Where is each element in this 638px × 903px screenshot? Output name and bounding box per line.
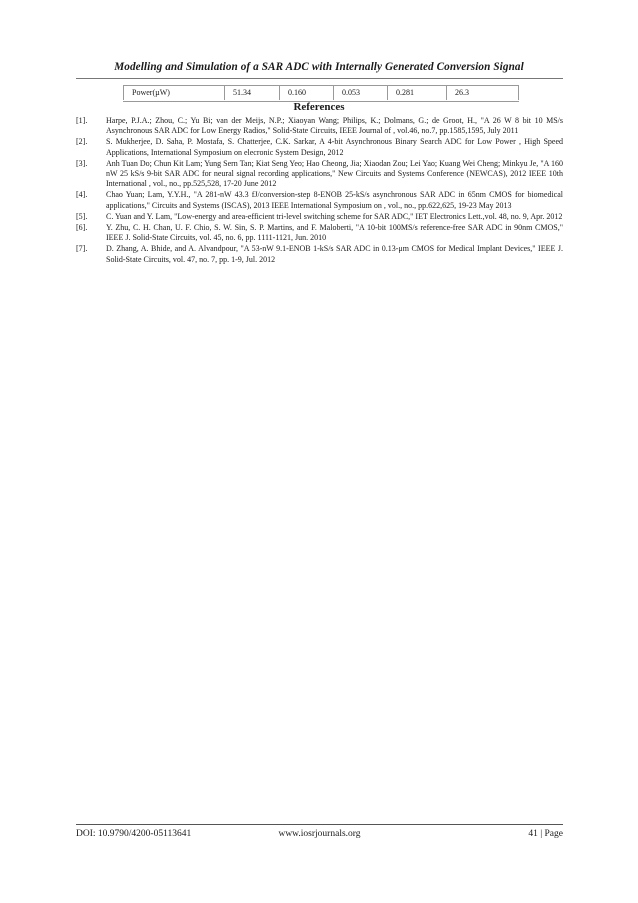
footer-doi: DOI: 10.9790/4200-05113641 (76, 829, 192, 839)
table-cell-label: Power(µW) (123, 86, 224, 100)
table-cell: 0.160 (279, 86, 333, 100)
reference-item (76, 244, 563, 264)
reference-number: [4]. (76, 190, 88, 200)
footer-page-number: 41 | Page (528, 829, 563, 839)
reference-text: Y. Zhu, C. H. Chan, U. F. Chio, S. W. Sin, S. P. Martins, and F. Maloberti, "A 10-bit 100MS/s reference-free SAR ADC in 90nm CMOS," IEEE J. Solid-State Circuits, vol. 45, no. 6, pp. 1111-1121, Jun. 2010 (106, 223, 563, 243)
reference-item (76, 137, 563, 157)
reference-number: [7]. (76, 244, 88, 254)
footer-divider (76, 824, 563, 825)
reference-text: Chao Yuan; Lam, Y.Y.H., "A 281-nW 43.3 fJ/conversion-step 8-ENOB 25-kS/s asynchronous SAR ADC in 65nm CMOS for biomedical applications," Circuits and Systems (ISCAS), 2013 IEEE International Symposium on , vol., no., pp.622,625, 19-23 May 2013 (106, 190, 563, 210)
footer-website: www.iosrjournals.org (278, 829, 361, 839)
page-footer (76, 829, 563, 843)
table-cell: 51.34 (224, 86, 279, 100)
reference-text: D. Zhang, A. Bhide, and A. Alvandpour, "A 53-nW 9.1-ENOB 1-kS/s SAR ADC in 0.13-μm CMOS for Medical Implant Devices," IEEE J. Solid-State Circuits, vol. 47, no. 7, pp. 1-9, Jul. 2012 (106, 244, 563, 264)
reference-item (76, 190, 563, 210)
reference-list (76, 116, 563, 266)
reference-text: C. Yuan and Y. Lam, "Low-energy and area-efficient tri-level switching scheme for SAR ADC," IET Electronics Lett.,vol. 48, no. 9, Apr. 2012 (106, 211, 563, 221)
reference-number: [6]. (76, 223, 88, 233)
table-cell: 0.053 (333, 86, 387, 100)
reference-item (76, 223, 563, 243)
running-header-title: Modelling and Simulation of a SAR ADC with Internally Generated Conversion Signal (114, 61, 524, 73)
table-row-power (123, 85, 519, 102)
table-cell: 0.281 (387, 86, 446, 100)
reference-number: [5]. (76, 211, 88, 221)
reference-number: [3]. (76, 158, 88, 168)
reference-item (76, 212, 563, 222)
reference-text: Harpe, P.J.A.; Zhou, C.; Yu Bi; van der Meijs, N.P.; Xiaoyan Wang; Philips, K.; Dolmans, G.; de Groot, H., "A 26 W 8 bit 10 MS/s Asynchronous SAR ADC for Low Energy Radios," Solid-State Circuits, IEEE Journal of , vol.46, no.7, pp.1585,1595, July 2011 (106, 116, 563, 136)
reference-text: S. Mukherjee, D. Saha, P. Mostafa, S. Chatterjee, C.K. Sarkar, A 4-bit Asynchronous Binary Search ADC for Low Power , High Speed Applications, International Symposium on elecronic System Design, 2012 (106, 137, 563, 157)
references-heading: References (293, 101, 345, 113)
header-divider (76, 78, 563, 79)
reference-number: [1]. (76, 116, 88, 125)
table-cell: 26.3 (446, 86, 519, 100)
reference-number: [2]. (76, 137, 88, 147)
reference-item (76, 116, 563, 136)
reference-text: Anh Tuan Do; Chun Kit Lam; Yung Sern Tan; Kiat Seng Yeo; Hao Cheong, Jia; Xiaodan Zou; Lei Yao; Kuang Wei Cheng; Minkyu Je, "A 160 nW 25 kS/s 9-bit SAR ADC for neural signal recording applications," New Circuits and Systems Conference (NEWCAS), 2012 IEEE 10th International , vol., no., pp.525,528, 17-20 June 2012 (106, 158, 563, 189)
reference-item (76, 159, 563, 190)
